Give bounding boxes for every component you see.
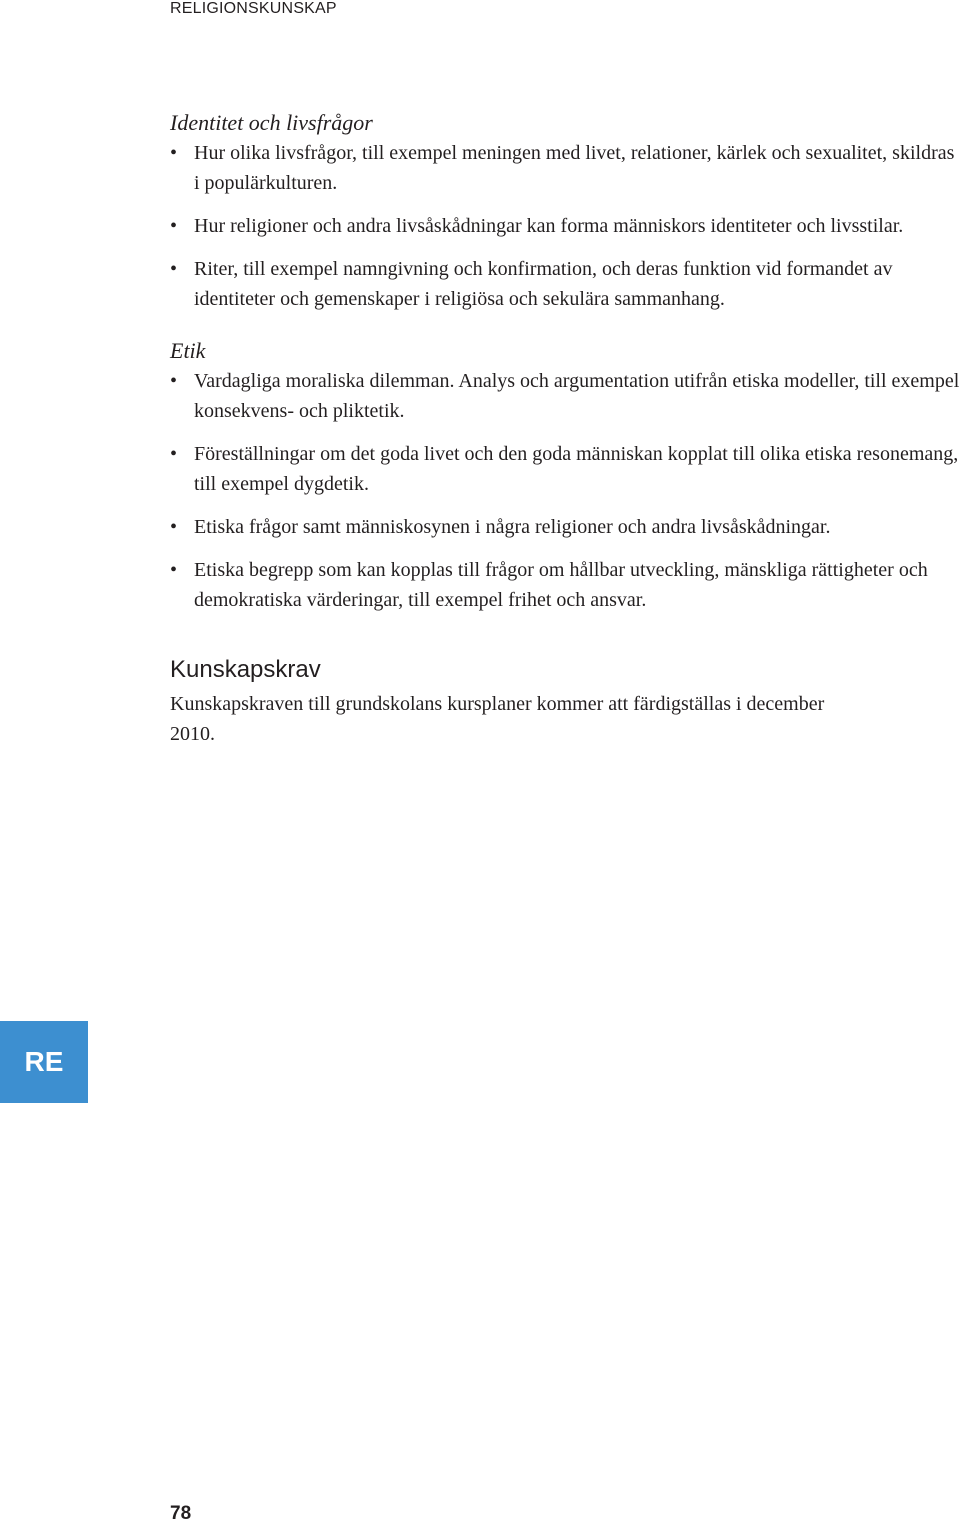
bullet-list-identitet	[170, 138, 960, 314]
list-item-text: Vardagliga moraliska dilemman. Analys och argumentation utifrån etiska modeller, till exempel konsekvens- och pliktetik.	[194, 370, 960, 422]
bullet-icon: •	[170, 443, 178, 465]
list-item	[170, 366, 960, 426]
bullet-list-etik	[170, 366, 960, 615]
list-item-text: Riter, till exempel namngivning och konfirmation, och deras funktion vid formandet av identiteter och gemenskaper i religiösa och sekulära sammanhang.	[194, 258, 893, 310]
section-kunskapskrav	[170, 655, 960, 749]
page-content	[170, 108, 960, 749]
list-item	[170, 512, 960, 542]
list-item-text: Etiska begrepp som kan kopplas till frågor om hållbar utveckling, mänskliga rättigheter och demokratiska värderingar, till exempel frihet och ansvar.	[194, 559, 928, 611]
list-item-text: Hur religioner och andra livsåskådningar kan forma människors identiteter och livsstilar.	[194, 215, 904, 237]
bullet-icon: •	[170, 516, 178, 538]
bullet-icon: •	[170, 142, 178, 164]
kunskapskrav-text: Kunskapskraven till grundskolans kursplaner kommer att färdigställas i december 2010.	[170, 693, 825, 745]
list-item	[170, 555, 960, 615]
section-heading-etik: Etik	[170, 338, 206, 363]
section-etik	[170, 336, 960, 615]
list-item-text: Föreställningar om det goda livet och den goda människan kopplat till olika etiska resonemang, till exempel dygdetik.	[194, 443, 959, 495]
bullet-icon: •	[170, 215, 178, 237]
list-item-text: Etiska frågor samt människosynen i några religioner och andra livsåskådningar.	[194, 516, 831, 538]
bullet-icon: •	[170, 559, 178, 581]
list-item	[170, 439, 960, 499]
list-item	[170, 254, 960, 314]
section-identitet	[170, 108, 960, 314]
subject-tab	[0, 1021, 88, 1103]
list-item	[170, 138, 960, 198]
running-header-title: RELIGIONSKUNSKAP	[170, 0, 337, 17]
page-number: 78	[170, 1503, 192, 1524]
list-item	[170, 211, 960, 241]
kunskapskrav-heading: Kunskapskrav	[170, 656, 321, 683]
list-item-text: Hur olika livsfrågor, till exempel meningen med livet, relationer, kärlek och sexualitet, skildras i populärkulturen.	[194, 142, 955, 194]
section-heading-identitet: Identitet och livsfrågor	[170, 110, 373, 135]
bullet-icon: •	[170, 370, 178, 392]
bullet-icon: •	[170, 258, 178, 280]
subject-tab-label: RE	[24, 1046, 64, 1077]
